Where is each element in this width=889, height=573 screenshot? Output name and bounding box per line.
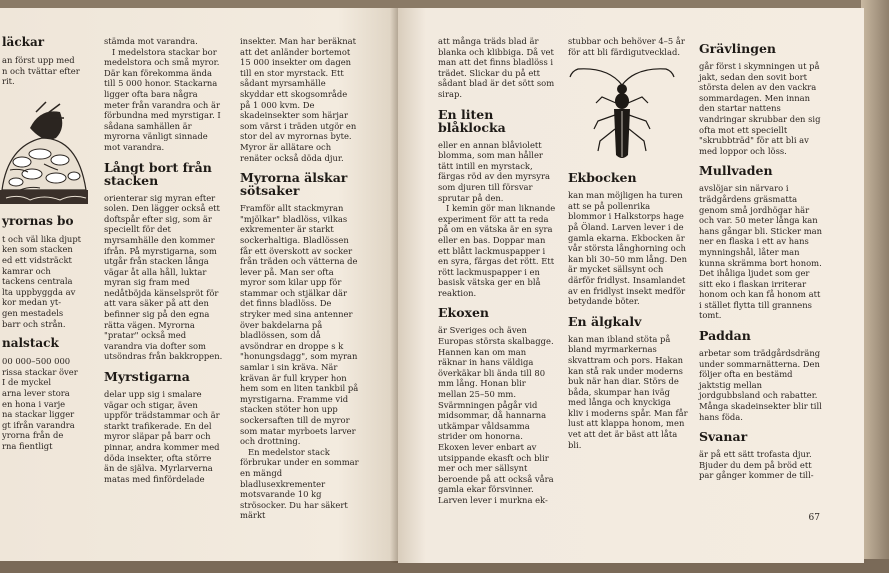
col6-para3: arbetar som trädgårdsdräng under sommarnätterna. Den följer ofta en bestämd jaktstig mellan jordgubbsland och rabatter. Många skadeinsekter blir till hans föda. (699, 348, 822, 422)
col1-para2 (2, 234, 84, 329)
heading-en-algkalv: En älgkalv (568, 313, 642, 329)
heading-myrorna-alskar: Myrorna älskar sötsaker (240, 170, 348, 199)
col1-para2-line: ken som stacken (2, 244, 73, 255)
col1-para3-line: 00 000–500 000 (2, 356, 71, 367)
col1-para3-line: rissa stackar över (2, 366, 78, 377)
left-column-2 (104, 36, 224, 484)
page-number: 67 (808, 513, 820, 523)
left-column-3 (240, 36, 360, 521)
col3-para3: En medelstor stack förbrukar under en sommar en mängd bladlusexkrementer motsvarande 10 kg strösocker. Du har säkert märkt (240, 446, 359, 521)
right-page (398, 8, 864, 563)
col6-para2: avslöjar sin närvaro i trädgårdens gräsmatta genom små jordhögar här och var. 50 meter långa kan hans gångar bli. Sticker man ner en flaska i ett av hans mynningshål, låter man kunna skrämma bort honom. Det ihåliga ljudet som ger sitt eko i flaskan irriterar honom och kan få honom att i stället flytta till grannens tomt. (699, 183, 823, 321)
col1-para2-line: kor medan yt- (2, 297, 62, 308)
col2-para4: delar upp sig i smalare vägar och stigar, även uppför trädstammar och är starkt trafikerade. En del myror släpar på barr och pinnar, andra kommer med döda insekter, ofta större än de själva. Myrlarverna matas med finfördelade (104, 389, 220, 484)
col1-para3 (2, 356, 84, 451)
col6-para1: går först i skymningen ut på jakt, sedan den sovit bort största delen av den vackra sommardagen. Men innan den startar nattens vandringar skrubbar den sig ofta mot ett speciellt "skrubbträd" för att bli av med loppor och löss. (699, 61, 821, 156)
heading-nalstack: nalstack (2, 336, 59, 351)
col4-para1: att många träds blad är blanka och klibbiga. Då vet man att det finns bladlöss i trädet. Slickar du på ett sådant blad är det sött som sirap. (438, 36, 555, 99)
col1-para3-line: yrorna från de (2, 430, 64, 441)
col1-para2-line: lta uppbyggda av (2, 286, 76, 297)
col1-para2-line: kamrar och (2, 265, 51, 276)
col1-para2-line: ed ett vidsträckt (2, 254, 72, 265)
col1-para2-line: gen mestadels (2, 307, 64, 318)
col1-para2-line: t och väl lika djupt (2, 233, 82, 244)
right-column-3 (699, 42, 824, 481)
col1-para1-line: rit. (2, 76, 15, 87)
col3-para1: insekter. Man har beräknat att det anländer bortemot 15 000 insekter om dagen till en stor myrstack. Ett sådant myrsamhälle skyddar ett skogsområde på 1 000 kvm. De skadeinsekter som härjar som värst i träden utgör en stor del av myrornas byte. Myror är allätare och renäter också döda djur. (240, 36, 357, 163)
col5-para1: stubbar och behöver 4–5 år för att bli färdigutvecklad. (568, 36, 685, 57)
col5-para2: kan man möjligen ha turen att se på pollenrika blommor i Halkstorps hage på Öland. Larven lever i de gamla ekarna. Ekbocken är vår största långhorning och kan bli 30–50 mm lång. Den är mycket sällsynt och därför fridlyst. Insamlandet av en fridlyst insekt medför betydande böter. (568, 190, 688, 307)
col2-para2: I medelstora stackar bor medelstora och små myror. Där kan förekomma ända till 5 000 honor. Stackarna ligger ofta bara några meter från varandra och är förbundna med myrstigar. I sådana samhällen är myrorna vänligt sinnade mot varandra. (104, 46, 221, 152)
col1-para3-line: I de myckel (2, 377, 52, 388)
heading-en-liten-blaklocka: En liten blåklocka (438, 106, 506, 135)
col5-para3: kan man ibland stöta på bland myrmarkernas skvattram och pors. Hakan kan stå rak under moderns buk när han diar. Störs de båda, skumpar han iväg med långa och knyckiga kliv i moderns spår. Man får lust att klappa honom, men vet att det är bäst att låta bli. (568, 333, 688, 450)
anthill-cross-section-illustration (0, 97, 88, 207)
col1-para3-line: arna lever stora (2, 387, 70, 398)
col4-para4: är Sveriges och även Europas största skalbagge. Hannen kan om man räknar in hans väldiga överkäkar bli ända till 80 mm lång. Honan blir mellan 25–50 mm. Svärmningen pågår vid midsommar, då hannarna utkämpar våldsamma strider om honorna. Ekoxen lever enbart av utsippande ekasft och blir mer och mer sällsynt beroende på att också våra gamla ekar försvinner. Larven lever i murkna ek- (438, 325, 554, 505)
heading-gravlingen: Grävlingen (699, 41, 776, 56)
heading-paddan: Paddan (699, 328, 751, 344)
heading-myrornas-bo: yrornas bo (2, 213, 74, 228)
col1-para2-line: tackens centrala (2, 276, 73, 287)
left-page (0, 8, 398, 561)
col1-para3-line: gt ifrån varandra (2, 419, 75, 430)
col1-para3-line: na stackar ligger (2, 409, 75, 420)
heading-ekbocken: Ekbocken (568, 170, 637, 186)
right-column-1 (438, 36, 556, 506)
col1-para2-line: barr och strån. (2, 318, 66, 329)
book-edge (861, 0, 889, 573)
heading-langt-bort: Långt bort från stacken (104, 159, 212, 188)
left-column-1 (2, 36, 84, 451)
col4-para3: I kemin gör man liknande experiment för att ta reda på om en vätska är en syra eller en bas. Doppar man ett blått lackmuspapper i en syra, färgas det rött. Ett rött lackmuspapper i en basisk vätska ger en blå reaktion. (438, 203, 556, 298)
col2-para3: orienterar sig myran efter solen. Den lägger också ett doftspår efter sig, som är speciellt för det myrsamhälle den kommer ifrån. På myrstigarna, som utgår från stacken långa vägar åt alla håll, luktar myran sig fram med nedåtböjda känselspröt för att vara säker på att den befinner sig på den egna rätta vägen. Myrorna "pratar" också med varandra via dofter som utsöndras från bakkroppen. (104, 192, 223, 362)
heading-svanar: Svanar (699, 429, 748, 445)
col1-para1 (2, 55, 84, 87)
col1-para1-line: an först upp med (2, 55, 75, 65)
col6-para4: är på ett sätt trofasta djur. Bjuder du dem på bröd ett par gånger kommer de till- (699, 449, 814, 481)
col3-para2: Framför allt stackmyran "mjölkar" bladlöss, vilkas exkrementer är starkt sockerhaltiga. Bladlössen får ett överskott av socker från träden och vätterna de lever på. Man ser ofta myror som kilar upp för stammar och stjälkar där det finns bladlöss. De stryker med sina antenner över bakdelarna på bladlössen, som då avsöndrar en droppe s k "honungsdagg", som myran samlar i sin kräva. När krävan är full kryper hon hem som en liten tankbil på myrstigarna. Framme vid stacken stöter hon upp sockersaften till de myror som matar myrboets larver och drottning. (240, 203, 359, 447)
heading-myrstigarna: Myrstigarna (104, 369, 190, 385)
col1-para3-line: rna fientligt (2, 440, 53, 451)
right-column-2 (568, 36, 688, 450)
col4-para2: eller en annan blåviolett blomma, som man håller tätt intill en myrstack, färgas röd av den myrsyra som djuren till försvar sprutar på den. (438, 139, 550, 203)
col2-para1: stämda mot varandra. (104, 36, 198, 46)
col1-para1-line: n och tvättar efter (2, 65, 80, 76)
longhorn-beetle-illustration (568, 63, 676, 163)
heading-lackar: läckar (2, 35, 45, 49)
heading-ekoxen: Ekoxen (438, 305, 490, 321)
heading-mullvaden: Mullvaden (699, 163, 773, 179)
col1-para3-line: en hona i varje (2, 398, 66, 409)
